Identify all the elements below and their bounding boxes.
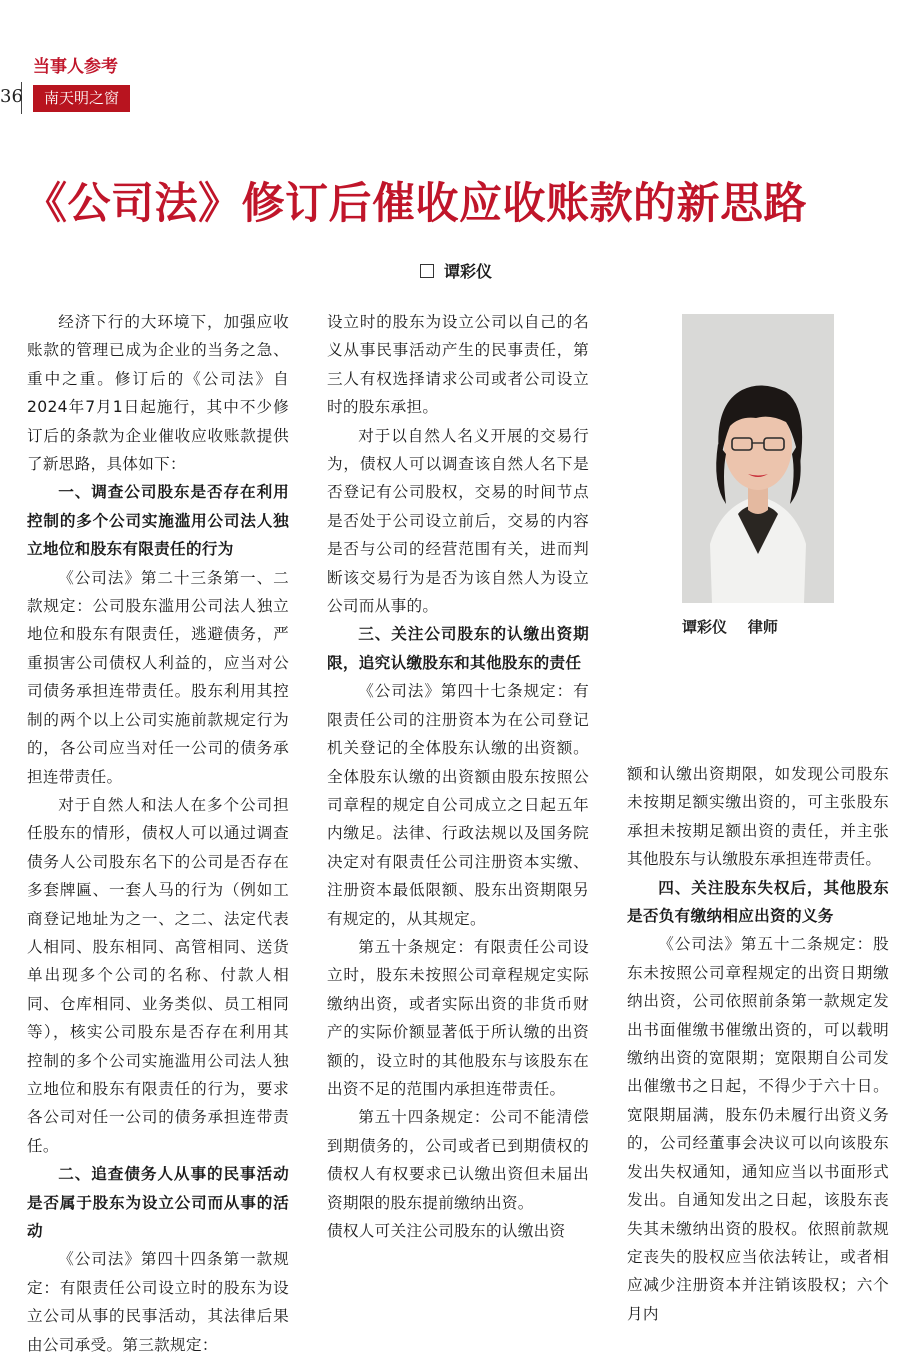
paragraph: 第五十四条规定：公司不能清偿到期债务的，公司或者已到期债权的债权人有权要求已认缴出资但未届出资期限的股东提前缴纳出资。 [327,1108,589,1212]
paragraph: 债权人可关注公司股东的认缴出资 [327,1222,566,1240]
text-column-1 [27,308,289,1359]
section-heading: 三、关注公司股东的认缴出资期限，追究认缴股东和其他股东的责任 [327,625,589,672]
paragraph: 《公司法》第二十三条第一、二款规定：公司股东滥用公司法人独立地位和股东有限责任，逃避债务，严重损害公司债权人利益的，应当对公司债务承担连带责任。股东利用其控制的两个以上公司实施前款规定行为的，各公司应当对任一公司的债务承担连带责任。 [27,568,289,786]
text-column-3 [627,760,889,1328]
author-name: 谭彩仪 [444,262,493,281]
byline-box-icon [420,264,434,278]
byline [420,259,492,282]
text-column-2 [327,308,589,1245]
paragraph: 额和认缴出资期限，如发现公司股东未按期足额实缴出资的，可主张股东承担未按期足额出资的责任，并主张其他股东与认缴股东承担连带责任。 [627,765,889,869]
paragraph: 《公司法》第四十四条第一款规定：有限责任公司设立时的股东为设立公司从事的民事活动，其法律后果由公司承受。第三款规定： [27,1250,289,1354]
paragraph: 《公司法》第五十二条规定：股东未按照公司章程规定的出资日期缴纳出资，公司依照前条第一款规定发出书面催缴书催缴出资的，可以载明缴纳出资的宽限期；宽限期自公司发出催缴书之日起，不得少于六十日。宽限期届满，股东仍未履行出资义务的，公司经董事会决议可以向该股东发出失权通知，通知应当以书面形式发出。自通知发出之日起，该股东丧失其未缴纳出资的股权。依照前款规定丧失的股权应当依法转让，或者相应减少注册资本并注销该股权；六个月内 [627,935,889,1323]
paragraph: 第五十条规定：有限责任公司设立时，股东未按照公司章程规定实际缴纳出资，或者实际出资的非货币财产的实际价额显著低于所认缴的出资额的，设立时的其他股东与该股东在出资不足的范围内承担连带责任。 [327,937,589,1098]
paragraph: 对于自然人和法人在多个公司担任股东的情形，债权人可以通过调查债务人公司股东名下的公司是否存在多套牌匾、一套人马的行为（例如工商登记地址为之一、之二、法定代表人相同、股东相同、高管相同、送货单出现多个公司的名称、付款人相同、仓库相同、业务类似、员工相同等），核实公司股东是否存在利用其控制的多个公司实施滥用公司法人独立地位和股东有限责任的行为，要求各公司对任一公司的债务承担连带责任。 [27,795,289,1155]
section-label: 当事人参考 [33,57,118,77]
photo-caption: 谭彩仪 律师 [682,618,778,636]
page-number: 36 [0,86,23,107]
section-heading: 四、关注股东失权后，其他股东是否负有缴纳相应出资的义务 [627,878,889,926]
paragraph: 对于以自然人名义开展的交易行为，债权人可以调查该自然人名下是否登记有公司股权，交易的时间节点是否处于公司设立前后，交易的内容是否与公司的经营范围有关，进而判断该交易行为是否为该自然人为设立公司而从事的。 [327,426,589,616]
author-portrait-icon [682,314,834,603]
paragraph: 设立时的股东为设立公司以自己的名义从事民事活动产生的民事责任，第三人有权选择请求公司或者公司设立时的股东承担。 [327,313,589,417]
column-name-badge: 南天明之窗 [33,85,130,112]
paragraph: 经济下行的大环境下，加强应收账款的管理已成为企业的当务之急、重中之重。修订后的《公司法》自2024年7月1日起施行，其中不少修订后的条款为企业催收应收账款提供了新思路，具体如下： [27,313,289,474]
article-title: 《公司法》修订后催收应收账款的新思路 [24,179,807,229]
section-heading: 一、调查公司股东是否存在利用控制的多个公司实施滥用公司法人独立地位和股东有限责任的行为 [27,483,289,559]
section-heading: 二、追查债务人从事的民事活动是否属于股东为设立公司而从事的活动 [27,1165,289,1240]
author-photo [682,314,834,603]
paragraph: 《公司法》第四十七条规定：有限责任公司的注册资本为在公司登记机关登记的全体股东认缴的出资额。全体股东认缴的出资额由股东按照公司章程的规定自公司成立之日起五年内缴足。法律、行政法规以及国务院决定对有限责任公司注册资本实缴、注册资本最低限额、股东出资期限另有规定的，从其规定。 [327,682,589,928]
